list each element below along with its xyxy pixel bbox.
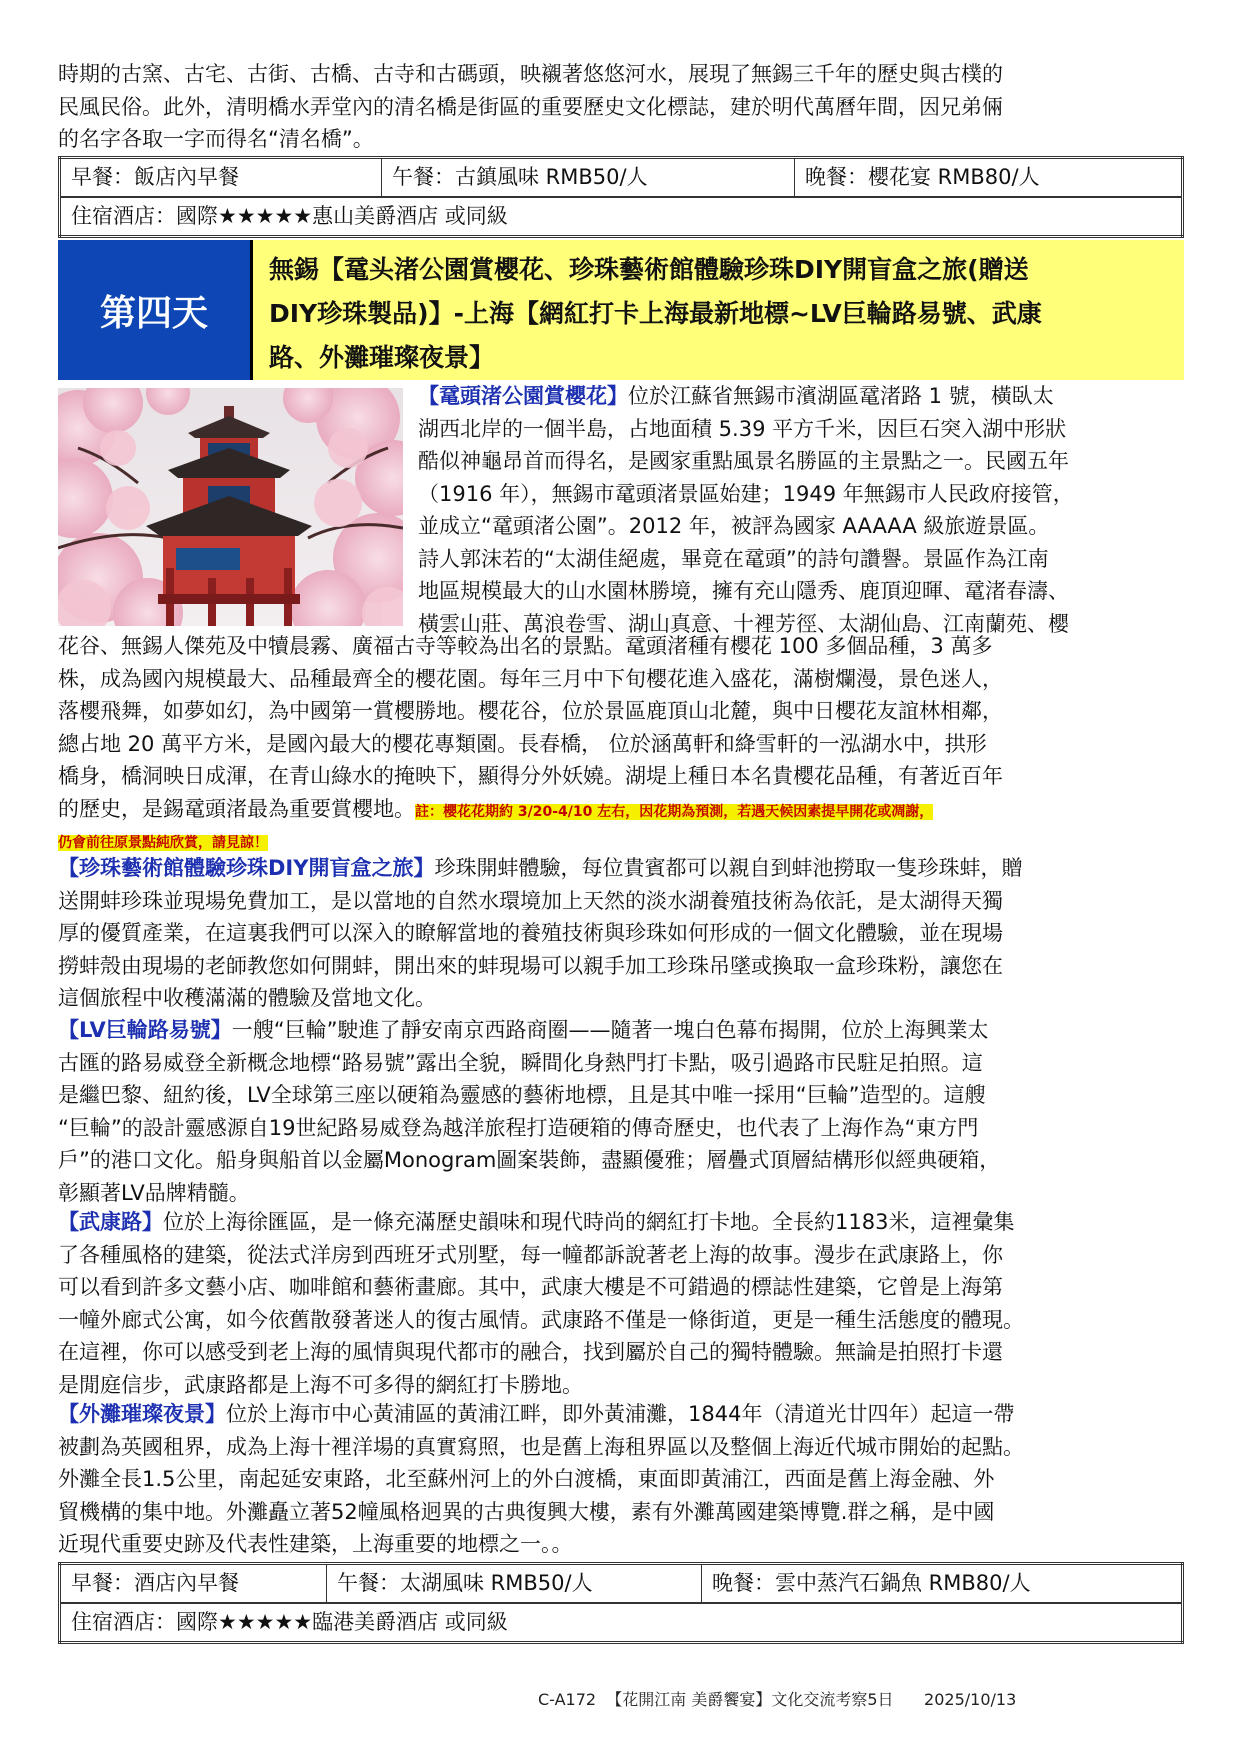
yuantouzhu-line: 位於江蘇省無錫市濱湖區鼋渚路 1 號，橫臥太 — [628, 384, 1054, 408]
day4-title — [253, 240, 1184, 380]
cherry-blossom-pavilion-photo — [58, 388, 403, 626]
yuantouzhu-full-text — [58, 630, 1184, 855]
lv-line: 戶”的港口文化。船身與船首以金屬Monogram圖案裝飾，盡顯優雅；層疊式頂層結構形似經典硬箱， — [58, 1148, 1001, 1172]
lv-first-line — [58, 1014, 1184, 1047]
yuantouzhu-last-line — [58, 793, 1184, 826]
yuantouzhu-line: 的歷史，是錫鼋頭渚最為重要賞櫻地。 — [58, 796, 415, 821]
day4-title-line: DIY珍珠製品)】-上海【網紅打卡上海最新地標~LV巨輪路易號、武康 — [269, 299, 1042, 328]
yuantouzhu-title: 【鼋頭渚公園賞櫻花】 — [418, 384, 628, 408]
intro-paragraph — [58, 58, 1184, 156]
wukang-line: 可以看到許多文藝小店、咖啡館和藝術畫廊。其中，武康大樓是不可錯過的標誌性建築，它曾是上海第 — [58, 1275, 1003, 1299]
bund-line: 被劃為英國租界，成為上海十裡洋場的真實寫照，也是舊上海租界區以及整個上海近代城市開始的起點。 — [58, 1434, 1024, 1459]
footer-code: C-A172 — [538, 1690, 597, 1709]
bund-line: 外灘全長1.5公里，南起延安東路，北至蘇州河上的外白渡橋，東面即黃浦江，西面是舊上海金融、外 — [58, 1467, 995, 1491]
wukang-section — [58, 1206, 1184, 1401]
bund-first-line — [58, 1398, 1184, 1431]
pearl-first-line — [58, 852, 1184, 885]
pearl-line: 這個旅程中收穫滿滿的體驗及當地文化。 — [58, 986, 436, 1010]
yuantouzhu-wrap-text — [418, 380, 1184, 640]
bund-title: 【外灘璀璨夜景】 — [58, 1402, 226, 1426]
pearl-line: 撈蚌殼由現場的老師教您如何開蚌，開出來的蚌現場可以親手加工珍珠吊墜或換取一盒珍珠粉，讓您在 — [58, 953, 1003, 978]
wukang-title: 【武康路】 — [58, 1210, 163, 1234]
yuantouzhu-line: 總占地 20 萬平方米，是國內最大的櫻花專類園。長春橋， 位於涵萬軒和絳雪軒的一泓湖水中，拱形 — [58, 731, 987, 756]
lv-line: 古匯的路易威登全新概念地標“路易號”露出全貌，瞬間化身熱門打卡點，吸引過路市民駐足拍照。這 — [58, 1050, 983, 1075]
bund-line: 貿機構的集中地。外灘矗立著52幢風格迥異的古典復興大樓，素有外灘萬國建築博覽.群之稱，是中國 — [58, 1499, 995, 1524]
yuantouzhu-line: 湖西北岸的一個半島，占地面積 5.39 平方千米，因巨石突入湖中形狀 — [418, 416, 1067, 441]
page-footer — [538, 1687, 1016, 1710]
yuantouzhu-line: 株，成為國內規模最大、品種最齊全的櫻花園。每年三月中下旬櫻花進入盛花，滿樹爛漫，景色迷人， — [58, 666, 1003, 691]
wukang-line: 位於上海徐匯區，是一條充滿歷史韻味和現代時尚的網紅打卡地。全長約1183米，這裡彙集 — [163, 1210, 1015, 1234]
day4-header — [58, 240, 1184, 380]
day4-badge: 第四天 — [58, 240, 253, 380]
bund-section — [58, 1398, 1184, 1561]
lv-line: “巨輪”的設計靈感源自19世紀路易威登為越洋旅程打造硬箱的傳奇歷史，也代表了上海作為“東方門 — [58, 1115, 979, 1140]
lv-section — [58, 1014, 1184, 1209]
footer-tour: 【花開江南 美爵饗宴】文化交流考察5日 — [606, 1690, 894, 1709]
wukang-line: 一幢外廊式公寓，如今依舊散發著迷人的復古風情。武康路不僅是一條街道，更是一種生活態度的體現。 — [58, 1307, 1024, 1332]
yuantouzhu-line: 落櫻飛舞，如夢如幻，為中國第一賞櫻勝地。櫻花谷，位於景區鹿頂山北麓，與中日櫻花友誼林相鄰， — [58, 699, 1003, 723]
yuantouzhu-line: 並成立“鼋頭渚公園”。2012 年，被評為國家 AAAAA 級旅遊景區。 — [418, 514, 1050, 538]
lunch-cell: 午餐：古鎮風味 RMB50/人 — [382, 158, 795, 198]
hotel-cell: 住宿酒店：國際★★★★★惠山美爵酒店 或同級 — [60, 197, 1183, 237]
yuantouzhu-line-first — [418, 380, 1184, 413]
bund-line: 近現代重要史跡及代表性建築，上海重要的地標之一。。 — [58, 1532, 573, 1556]
pearl-line: 珍珠開蚌體驗，每位貴賓都可以親自到蚌池撈取一隻珍珠蚌，贈 — [434, 856, 1023, 880]
pearl-line: 送開蚌珍珠並現場免費加工，是以當地的自然水環境加上天然的淡水湖養殖技術為依託，是太湖得天獨 — [58, 888, 1003, 913]
hotel-cell: 住宿酒店：國際★★★★★臨港美爵酒店 或同級 — [60, 1603, 1183, 1643]
yuantouzhu-line: 橫雲山莊、萬浪卷雪、湖山真意、十裡芳徑、太湖仙島、江南蘭苑、櫻 — [418, 611, 1069, 636]
lv-line: 是繼巴黎、紐約後，LV全球第三座以硬箱為靈感的藝術地標，且是其中唯一採用“巨輪”造型的。這艘 — [58, 1083, 986, 1107]
day4-title-line: 路、外灘璀璨夜景】 — [269, 343, 495, 372]
breakfast-cell: 早餐：飯店內早餐 — [60, 158, 382, 198]
dinner-cell: 晚餐：雲中蒸汽石鍋魚 RMB80/人 — [702, 1564, 1183, 1604]
lv-title: 【LV巨輪路易號】 — [58, 1018, 232, 1042]
bund-line: 位於上海市中心黃浦區的黃浦江畔，即外黃浦灘，1844年（清道光廿四年）起這一帶 — [226, 1402, 1015, 1426]
wukang-line: 是閒庭信步，武康路都是上海不可多得的網紅打卡勝地。 — [58, 1372, 583, 1397]
yuantouzhu-line: 橋身，橋洞映日成渾，在青山綠水的掩映下，顯得分外妖嬈。湖堤上種日本名貴櫻花品種，有著近百年 — [58, 764, 1003, 788]
lv-line: 彰顯著LV品牌精髓。 — [58, 1180, 250, 1205]
yuantouzhu-line: 地區規模最大的山水園林勝境，擁有充山隱秀、鹿頂迎暉、鼋渚春濤、 — [418, 579, 1069, 603]
yuantouzhu-line: 酷似神龜昂首而得名，是國家重點風景名勝區的主景點之一。民國五年 — [418, 449, 1069, 473]
meals-table-day4 — [58, 1562, 1184, 1644]
yuantouzhu-line: （1916 年），無錫市鼋頭渚景區始建；1949 年無錫市人民政府接管， — [418, 481, 1074, 506]
day4-title-line: 無錫【鼋头渚公園賞櫻花、珍珠藝術館體驗珍珠DIY開盲盒之旅(贈送 — [269, 255, 1029, 284]
intro-line: 時期的古窯、古宅、古街、古橋、古寺和古碼頭，映襯著悠悠河水，展現了無錫三千年的歷史與古樸的 — [58, 62, 1003, 86]
cherry-note-b-row — [58, 825, 1184, 855]
cherry-note-b: 仍會前往原景點純欣賞，請見諒！ — [58, 835, 268, 851]
wukang-line: 在這裡，你可以感受到老上海的風情與現代都市的融合，找到屬於自己的獨特體驗。無論是拍照打卡還 — [58, 1340, 1003, 1364]
wukang-first-line — [58, 1206, 1184, 1239]
pearl-title: 【珍珠藝術館體驗珍珠DIY開盲盒之旅】 — [58, 856, 435, 880]
footer-date: 2025/10/13 — [924, 1690, 1017, 1709]
wukang-line: 了各種風格的建築，從法式洋房到西班牙式別墅，每一幢都訴說著老上海的故事。漫步在武康路上，你 — [58, 1242, 1003, 1267]
intro-line: 民風民俗。此外，清明橋水弄堂內的清名橋是街區的重要歷史文化標誌，建於明代萬曆年間，因兄弟倆 — [58, 94, 1003, 119]
pearl-line: 厚的優質產業，在這裏我們可以深入的瞭解當地的養殖技術與珍珠如何形成的一個文化體驗，並在現場 — [58, 921, 1003, 945]
intro-line: 的名字各取一字而得名“清名橋”。 — [58, 127, 374, 151]
lv-line: 一艘“巨輪”駛進了靜安南京西路商圈——隨著一塊白色幕布揭開，位於上海興業太 — [231, 1018, 989, 1042]
lunch-cell: 午餐：太湖風味 RMB50/人 — [327, 1564, 702, 1604]
dinner-cell: 晚餐：櫻花宴 RMB80/人 — [795, 158, 1183, 198]
yuantouzhu-line: 花谷、無錫人傑苑及中犢晨霧、廣福古寺等較為出名的景點。鼋頭渚種有櫻花 100 多個品種，3 萬多 — [58, 634, 993, 658]
meals-table-day3 — [58, 156, 1184, 238]
yuantouzhu-line: 詩人郭沫若的“太湖佳絕處，畢竟在鼋頭”的詩句讚譽。景區作為江南 — [418, 546, 1049, 571]
breakfast-cell: 早餐：酒店內早餐 — [60, 1564, 327, 1604]
pearl-section — [58, 852, 1184, 1015]
cherry-note-a: 註：櫻花花期約 3/20-4/10 左右，因花期為預測，若遇天候因素提早開花或凋謝， — [415, 803, 934, 820]
